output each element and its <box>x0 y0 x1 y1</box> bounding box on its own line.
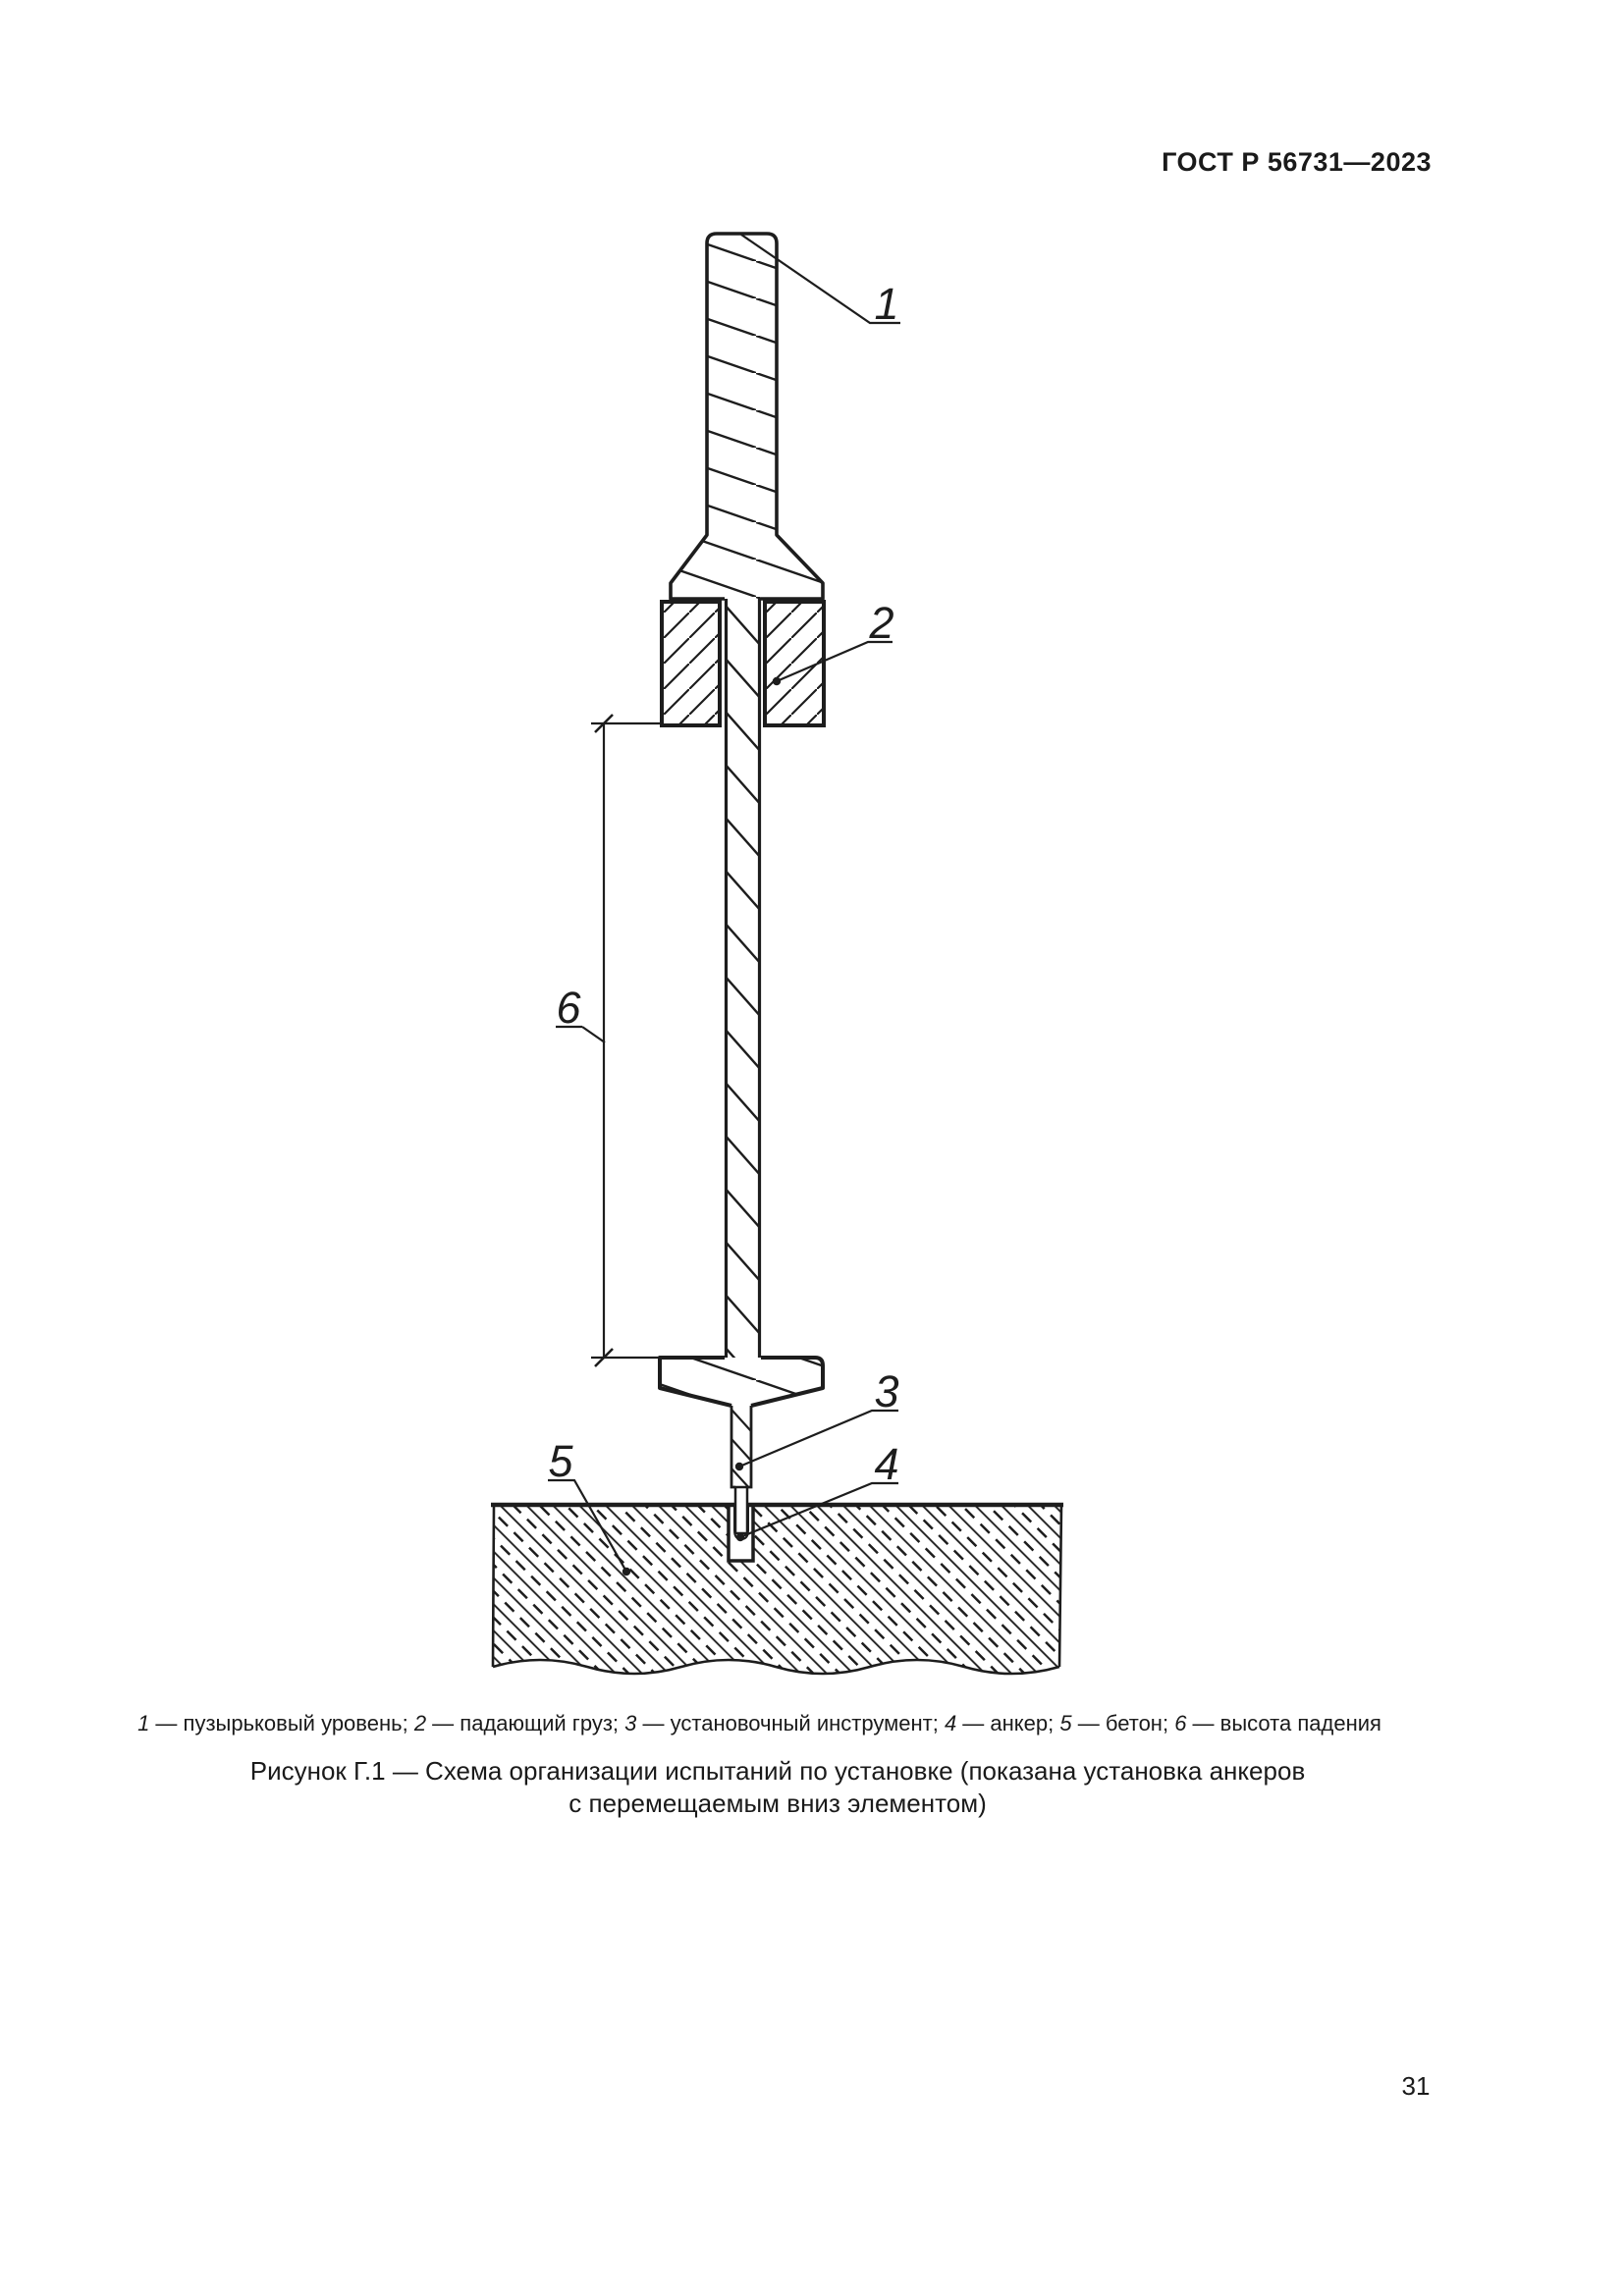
legend-num-2: 2 <box>413 1711 427 1735</box>
legend-label-4: анкер <box>990 1711 1049 1735</box>
legend-label-1: пузырьковый уровень <box>183 1711 403 1735</box>
figure-caption-line1: Рисунок Г.1 — Схема организации испытаний по установке (показана установка анкеров <box>249 1756 1306 1786</box>
legend-label-6: высота падения <box>1219 1711 1381 1735</box>
bubble-level-body <box>671 234 823 599</box>
figure-legend <box>37 1710 1482 1736</box>
falling-weight-right-block <box>765 602 824 725</box>
legend-dash: — <box>636 1711 671 1735</box>
legend-sep: ; <box>1048 1711 1060 1735</box>
guide-rod <box>725 599 761 1358</box>
legend-label-5: бетон <box>1105 1711 1163 1735</box>
setting-tool-tip <box>735 1487 747 1533</box>
legend-num-6: 6 <box>1174 1711 1187 1735</box>
legend-dash: — <box>149 1711 184 1735</box>
legend-label-3: установочный инструмент <box>670 1711 933 1735</box>
legend-sep: ; <box>932 1711 945 1735</box>
legend-dash: — <box>426 1711 460 1735</box>
legend-sep: ; <box>1162 1711 1175 1735</box>
falling-weight-left-block <box>662 602 720 725</box>
legend-dash: — <box>1186 1711 1220 1735</box>
legend-sep: ; <box>402 1711 414 1735</box>
dimension-drop-height <box>556 715 660 1366</box>
legend-dash: — <box>1071 1711 1106 1735</box>
legend-num-1: 1 <box>137 1711 150 1735</box>
page-number: 31 <box>1401 2071 1431 2101</box>
legend-dash: — <box>956 1711 991 1735</box>
figure-caption <box>39 1755 1516 1820</box>
callout-3-setting-tool: 3 <box>874 1366 899 1416</box>
legend-num-4: 4 <box>944 1711 957 1735</box>
legend-label-2: падающий груз <box>460 1711 613 1735</box>
callout-2-falling-weight: 2 <box>869 598 894 648</box>
figure-caption-line2: с перемещаемым вниз элементом) <box>568 1789 987 1818</box>
callout-1-bubble-level: 1 <box>874 279 899 329</box>
standard-code-header: ГОСТ Р 56731—2023 <box>1162 147 1432 177</box>
legend-num-3: 3 <box>624 1711 637 1735</box>
callout-6-drop-height: 6 <box>556 983 581 1033</box>
legend-sep: ; <box>612 1711 625 1735</box>
legend-num-5: 5 <box>1059 1711 1072 1735</box>
concrete-base <box>493 1505 1061 1674</box>
callout-4-anchor: 4 <box>874 1439 899 1489</box>
callout-5-concrete: 5 <box>548 1436 573 1486</box>
